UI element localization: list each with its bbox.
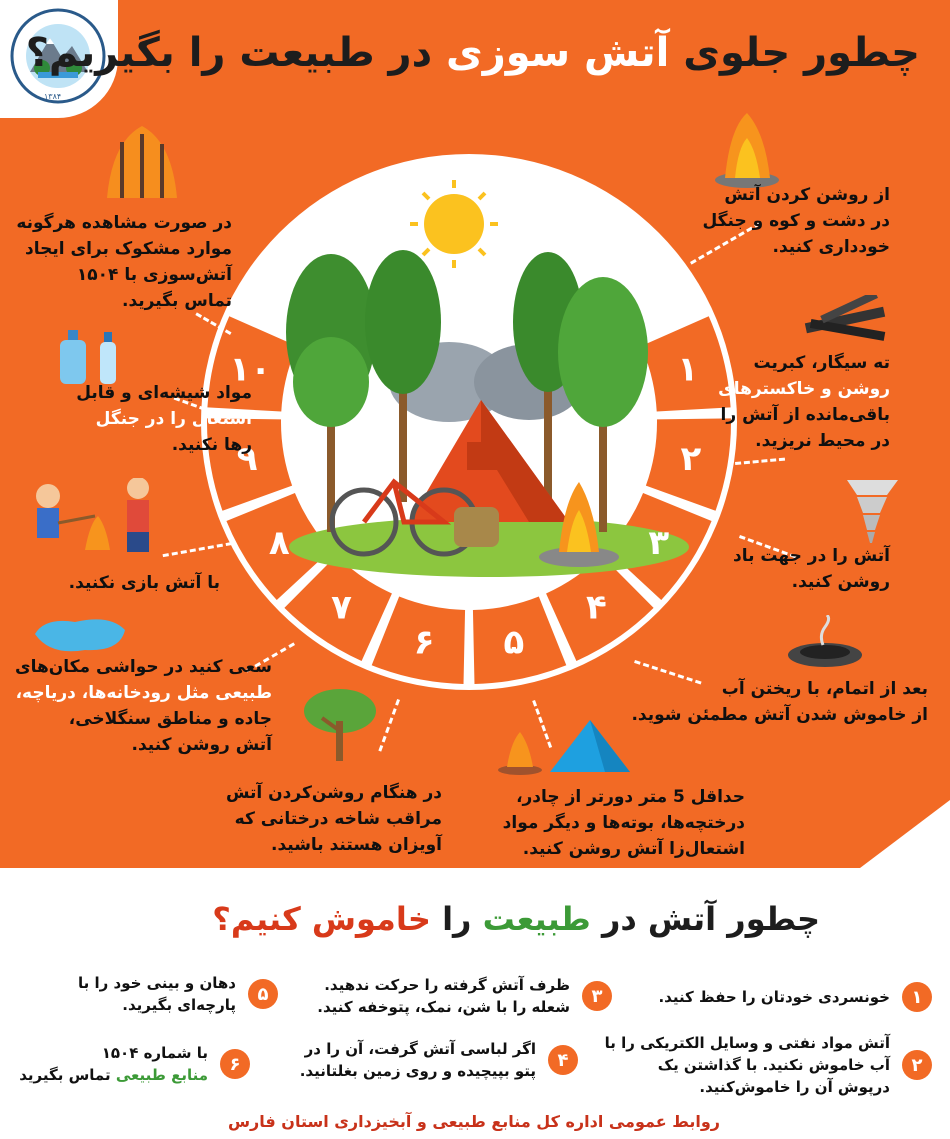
wheel-number-6: ۶ <box>413 622 435 663</box>
tip-10-line2: موارد مشکوک برای ایجاد <box>25 239 232 259</box>
extinguished-fire-icon <box>785 615 865 670</box>
wheel-number-8: ۸ <box>268 522 290 563</box>
children-playing-fire-icon <box>20 478 160 558</box>
step-2-line1: آتش مواد نفتی و وسایل الکتریکی را با <box>604 1034 890 1052</box>
panel-corner-cut <box>860 800 950 868</box>
tip-7-line2: طبیعی مثل رودخانه‌ها، دریاچه، <box>15 683 272 703</box>
burnt-matches-icon <box>800 295 890 345</box>
wheel-number-9: ۹ <box>236 439 258 480</box>
tip-8 <box>20 570 220 596</box>
tip-2-line4: در محیط نریزید. <box>755 431 890 451</box>
tip-1-line2: در دشت و کوه و جنگل <box>702 211 890 231</box>
step-6 <box>19 1042 250 1086</box>
tip-4-line1: بعد از اتمام، با ریختن آب <box>721 679 928 699</box>
step-3-number: ۳ <box>582 981 612 1011</box>
connector-6 <box>378 699 400 752</box>
tip-7-line1: سعی کنید در حواشی مکان‌های <box>15 657 272 677</box>
step-5-line2: پارچه‌ای بگیرید. <box>122 996 236 1014</box>
tip-6-line2: مراقب شاخه درختانی که <box>234 809 442 829</box>
extinguish-title-part2: را <box>442 900 472 938</box>
extinguish-title-part1: چطور آتش در <box>601 900 820 938</box>
extinguish-title-red: خاموش کنیم؟ <box>212 900 431 938</box>
tip-10-line3: آتش‌سوزی با ۱۵۰۴ <box>76 265 232 285</box>
tip-5-line1: حداقل 5 متر دورتر از چادر، <box>516 787 745 807</box>
tip-9-line3: رها نکنید. <box>171 435 252 455</box>
page-title <box>26 30 920 76</box>
tip-3-line2: روشن کنید. <box>791 572 890 592</box>
tip-8-line1: با آتش بازی نکنید. <box>68 573 220 593</box>
tip-3-line1: آتش را در جهت باد <box>732 546 890 566</box>
step-2-line3: درپوش آن را خاموش‌کنید. <box>699 1078 890 1096</box>
wheel-number-2: ۲ <box>680 439 702 480</box>
tip-9 <box>32 380 252 458</box>
step-6-line1: با شماره ۱۵۰۴ <box>101 1044 208 1062</box>
connector-2 <box>735 458 785 465</box>
tip-5 <box>475 784 745 862</box>
wheel-number-1: ۱ <box>677 349 699 390</box>
step-1-line1: خونسردی خودتان را حفظ کنید. <box>658 988 890 1006</box>
tip-6-line3: آویزان هستند باشید. <box>270 835 442 855</box>
tip-6-line1: در هنگام روشن‌کردن آتش <box>225 783 442 803</box>
step-6-number: ۶ <box>220 1049 250 1079</box>
bottles-icon <box>55 328 125 386</box>
step-1 <box>658 982 932 1012</box>
step-3-line1: ظرف آتش گرفته را حرکت ندهید. <box>324 976 570 994</box>
step-4 <box>300 1038 578 1082</box>
tip-9-line1: مواد شیشه‌ای و قابل <box>76 383 252 403</box>
tip-1 <box>650 182 890 260</box>
tip-5-line2: درختچه‌ها، بوته‌ها و دیگر مواد <box>502 813 745 833</box>
tip-3 <box>690 543 890 595</box>
tip-10-line4: تماس بگیرید. <box>122 291 232 311</box>
tip-2-line2: روشن و خاکسترهای <box>718 379 890 399</box>
title-part1: چطور جلوی <box>683 30 920 76</box>
tip-7-line3: جاده و مناطق سنگلاخی، <box>68 709 272 729</box>
extinguish-title-green: طبیعت <box>482 900 591 938</box>
step-2-number: ۲ <box>902 1050 932 1080</box>
tip-7-line4: آتش روشن کنید. <box>131 735 272 755</box>
extinguish-section <box>0 868 950 1139</box>
step-5 <box>78 972 278 1016</box>
step-1-number: ۱ <box>902 982 932 1012</box>
tip-7 <box>12 654 272 758</box>
step-4-line1: اگر لباسی آتش گرفت، آن را در <box>304 1040 536 1058</box>
tip-5-line3: اشتعال‌زا آتش روشن کنید. <box>522 839 745 859</box>
step-4-number: ۴ <box>548 1045 578 1075</box>
campfire-icon <box>710 108 785 193</box>
wheel-number-5: ۵ <box>503 622 525 663</box>
wheel-number-3: ۳ <box>648 522 670 563</box>
wheel-number-4: ۴ <box>586 587 607 628</box>
step-6-green: منابع طبیعی <box>115 1066 208 1084</box>
tip-2 <box>690 350 890 454</box>
burning-forest-icon <box>102 122 182 200</box>
tip-2-line3: باقی‌مانده از آتش را <box>720 405 890 425</box>
step-3-line2: شعله را با شن، نمک، پتوخفه کنید. <box>317 998 570 1016</box>
tip-4-line2: از خاموش شدن آتش مطمئن شوید. <box>631 705 928 725</box>
step-5-line1: دهان و بینی خود را با <box>78 974 236 992</box>
lake-icon <box>30 612 130 657</box>
extinguish-title <box>212 900 820 938</box>
tip-1-line3: خودداری کنید. <box>772 237 890 257</box>
tip-10 <box>0 210 232 314</box>
wheel-number-10: ۱۰ <box>229 349 271 390</box>
step-6-line2: تماس بگیرید <box>19 1066 111 1084</box>
title-part2: در طبیعت را بگیریم؟ <box>25 30 433 76</box>
tree-icon <box>300 686 380 766</box>
tip-4 <box>608 676 928 728</box>
tip-2-line1: ته سیگار، کبریت <box>753 353 890 373</box>
footer-credit: روابط عمومی اداره کل منابع طبیعی و آبخیزداری استان فارس <box>227 1112 720 1131</box>
tornado-icon <box>845 475 900 545</box>
logo-year: ۱۳۸۴ <box>44 92 62 101</box>
wheel-number-7: ۷ <box>331 587 352 628</box>
title-highlight: آتش سوزی <box>446 30 670 76</box>
step-5-number: ۵ <box>248 979 278 1009</box>
tip-10-line1: در صورت مشاهده هرگونه <box>16 213 232 233</box>
step-2-line2: آب خاموش نکنید. با گذاشتن یک <box>657 1056 890 1074</box>
step-3 <box>317 974 612 1018</box>
tip-6 <box>202 780 442 858</box>
step-2 <box>605 1032 932 1098</box>
tip-9-line2: اشتعال را در جنگل <box>95 409 252 429</box>
step-4-line2: پتو بپیچیده و روی زمین بغلتانید. <box>299 1062 536 1080</box>
tip-1-line1: از روشن کردن آتش <box>724 185 890 205</box>
